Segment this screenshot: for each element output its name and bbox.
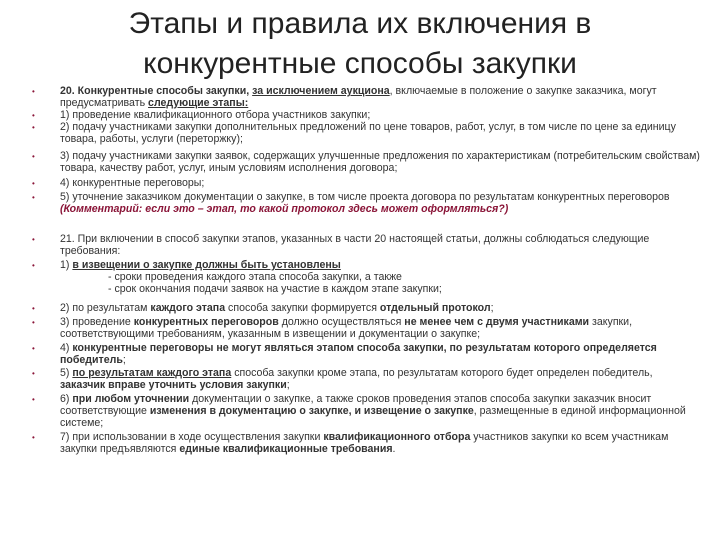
r7-qualification: квалификационного отбора: [323, 431, 471, 443]
r3-negotiations: конкурентных переговоров: [133, 316, 279, 328]
list-item-p20: [60, 86, 700, 110]
r3-text-a: 3) проведение: [60, 316, 131, 328]
title-line-1: Этапы и правила их включения в: [128, 7, 592, 40]
s5-comment: (Комментарий: если это – этап, то какой протокол здесь может оформляться?): [60, 202, 509, 215]
r3-two-participants: не менее чем с двумя участниками: [404, 316, 590, 328]
list-item-s3: [60, 151, 700, 175]
list-item-r6: [60, 394, 700, 430]
r2-text-a: 2) по результатам: [60, 302, 148, 314]
p20-text: , включаемые в положение о закупке заказчика, могут предусматривать: [60, 85, 657, 109]
r4-num: 4): [60, 342, 70, 354]
s2-text: 2) подачу участниками закупки дополнительных предложений по цене товаров, работ, услуг, в том числе по цене за единицу товара, работы, услуги (переторжку);: [60, 121, 676, 145]
r6-text-e: , размещенные в единой информационной системе;: [60, 404, 686, 429]
r5-each-stage: по результатам каждого этапа: [72, 367, 232, 379]
r6-num: 6): [60, 393, 70, 405]
list-item-r2: [60, 303, 700, 315]
r1-notice: в извещении о закупке должны быть установлены: [72, 259, 341, 271]
s4-text: 4) конкурентные переговоры;: [60, 177, 205, 189]
s5-text: 5) уточнение заказчиком документации о закупке, в том числе проекта договора по результатам конкурентных переговоров: [60, 191, 670, 203]
r3-text-e: закупки, соответствующими требованиям, указанным в извещении и документации о закупке;: [60, 316, 633, 340]
s3-text: 3) подачу участниками закупки заявок, содержащих улучшенные предложения по характеристикам (потребительским свойствам) товара, качеству работ, услуг, иным условиям исполнения договора;: [60, 150, 700, 174]
r7-end: .: [392, 442, 396, 455]
s1-text: 1) проведение квалификационного отбора участников закупки;: [60, 109, 371, 121]
r3-text-c: должно осуществляться: [281, 316, 402, 328]
r4-text: конкурентные переговоры не могут являться этапом способа закупки, по результатам которого определяется победитель: [60, 342, 657, 366]
list-item-r4: [60, 343, 700, 367]
p20-lead: 20. Конкурентные способы закупки,: [60, 85, 250, 97]
r6-changes: изменения в документацию о закупке, и извещение о закупке: [149, 404, 474, 417]
list-item-s5: [60, 192, 700, 216]
r5-num: 5): [60, 367, 70, 379]
r1-deadline-stage: - сроки проведения каждого этапа способа закупки, а также: [108, 270, 402, 283]
list-item-s2: [60, 122, 700, 146]
r5-end: ;: [286, 378, 290, 391]
r5-clarify: заказчик вправе уточнить условия закупки: [60, 378, 287, 391]
p20-exception: за исключением аукциона: [252, 85, 390, 97]
list-item-r5: [60, 368, 700, 392]
r6-text-c: документации о закупке, а также сроков проведения этапов способа закупки заказчик вносит соответствующие: [60, 393, 652, 417]
r7-text-a: 7) при использовании в ходе осуществления закупки: [60, 431, 321, 443]
list-item-r3: [60, 317, 700, 341]
r2-protocol: отдельный протокол: [379, 302, 491, 314]
r1-num: 1): [60, 259, 70, 271]
r1-deadline-bids: - срок окончания подачи заявок на участие в каждом этапе закупки;: [108, 282, 442, 295]
r2-text-c: способа закупки формируется: [228, 302, 377, 314]
r5-text-c: способа закупки кроме этапа, по результатам которого будет определен победитель,: [234, 367, 653, 379]
list-item-s4: [60, 178, 700, 190]
list-item-p21: [60, 234, 700, 258]
r2-end: ;: [490, 302, 494, 314]
r6-any-change: при любом уточнении: [72, 393, 190, 405]
p21-text: 21. При включении в способ закупки этапов, указанных в части 20 настоящей статьи, должны соблюдаться следующие требования:: [60, 233, 650, 257]
list-item-r1: [60, 260, 700, 296]
r2-each-stage: каждого этапа: [150, 302, 226, 314]
title-line-2: конкурентные способы закупки: [143, 47, 577, 80]
p20-stages: следующие этапы:: [148, 96, 249, 109]
list-item-r7: [60, 432, 700, 456]
r7-text-c: участников закупки ко всем участникам закупки предъявляются: [60, 431, 669, 455]
r7-requirements: единые квалификационные требования: [179, 442, 393, 455]
r4-end: ;: [122, 353, 126, 366]
